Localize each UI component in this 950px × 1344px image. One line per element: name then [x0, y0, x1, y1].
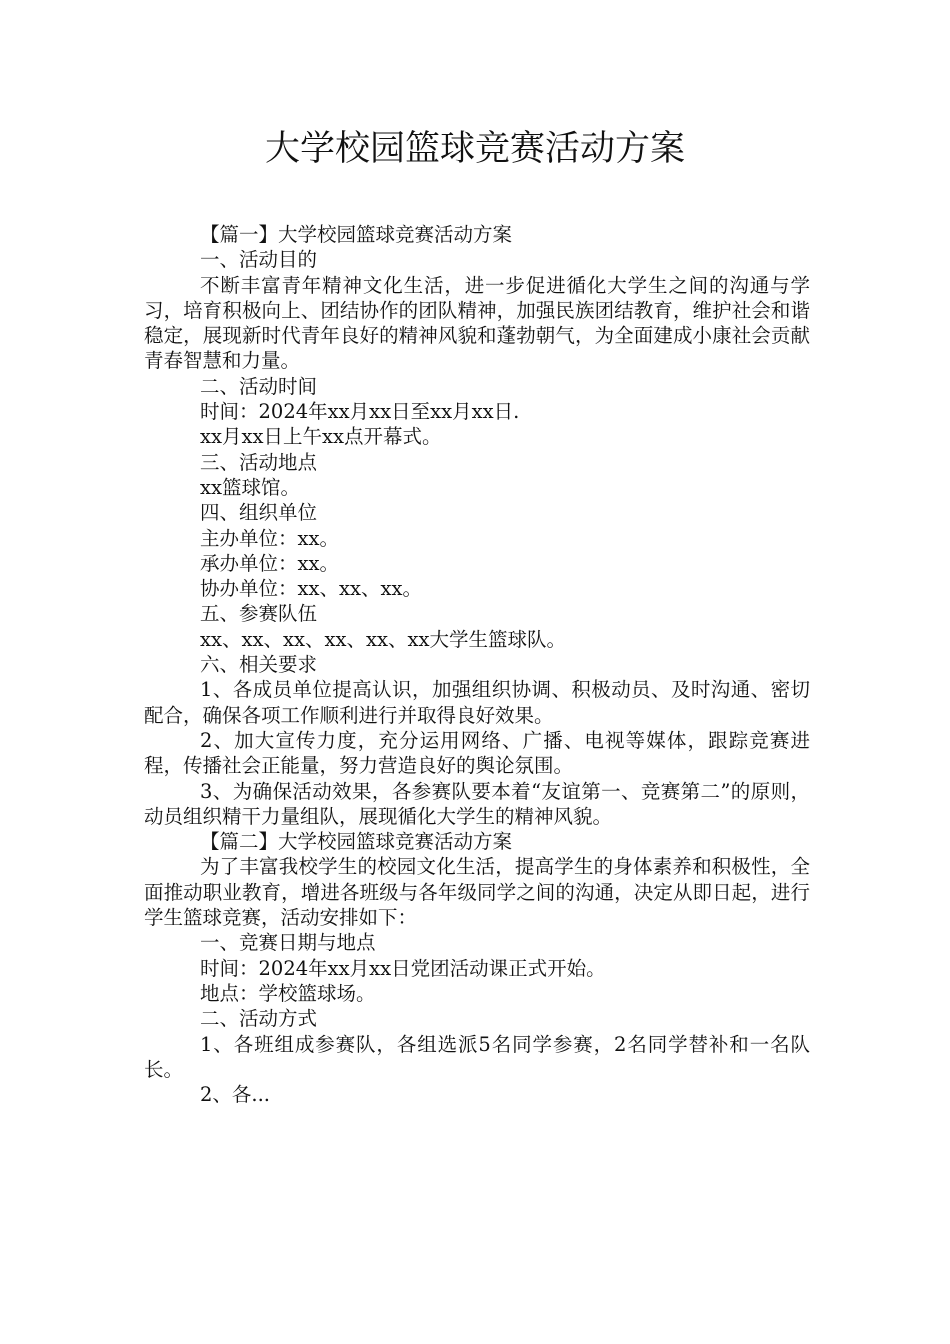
paragraph-location: xx篮球馆。 — [200, 475, 300, 499]
section-heading-part-two: 【篇二】大学校园篮球竞赛活动方案 — [200, 830, 513, 854]
paragraph-requirement-3: 3、为确保活动效果，各参赛队要本着“友谊第一、竞赛第二”的原则，动员组织精干力量组队，展现循化大学生的精神风貌。 — [144, 779, 810, 828]
section-heading-part-one: 【篇一】大学校园篮球竞赛活动方案 — [200, 223, 513, 246]
paragraph-teams: xx、xx、xx、xx、xx、xx大学生篮球队。 — [200, 627, 566, 651]
heading-activity-time: 二、活动时间 — [200, 374, 318, 398]
heading-teams: 五、参赛队伍 — [200, 602, 318, 626]
paragraph-place: 地点：学校篮球场。 — [200, 981, 376, 1005]
heading-date-and-place: 一、竞赛日期与地点 — [200, 931, 376, 955]
paragraph-host: 主办单位：xx。 — [200, 526, 339, 550]
paragraph-activity-purpose: 不断丰富青年精神文化生活，进一步促进循化大学生之间的沟通与学习，培育积极向上、团结协作的团队精神，加强民族团结教育，维护社会和谐稳定，展现新时代青年良好的精神风貌和蓬勃朝气，为全面建成小康社会贡献青春智慧和力量。 — [144, 273, 810, 373]
heading-requirements: 六、相关要求 — [200, 653, 318, 677]
heading-organizers: 四、组织单位 — [200, 501, 318, 525]
paragraph-co-organizer: 协办单位：xx、xx、xx。 — [200, 577, 422, 601]
paragraph-requirement-2: 2、加大宣传力度，充分运用网络、广播、电视等媒体，跟踪竞赛进程，传播社会正能量，努力营造良好的舆论氛围。 — [144, 728, 810, 778]
heading-activity-format: 二、活动方式 — [200, 1007, 318, 1031]
paragraph-organizer: 承办单位：xx。 — [200, 551, 339, 575]
heading-activity-purpose: 一、活动目的 — [200, 248, 318, 272]
paragraph-opening-ceremony: xx月xx日上午xx点开幕式。 — [200, 425, 442, 449]
paragraph-part-two-intro: 为了丰富我校学生的校园文化生活，提高学生的身体素养和积极性，全面推动职业教育，增进各班级与各年级同学之间的沟通，决定从即日起，进行学生篮球竞赛，活动安排如下： — [144, 855, 810, 930]
paragraph-time: 时间：2024年xx月xx日至xx月xx日. — [200, 400, 520, 424]
paragraph-format-1: 1、各班组成参赛队，各组选派5名同学参赛，2名同学替补和一名队长。 — [144, 1032, 810, 1081]
paragraph-requirement-1: 1、各成员单位提高认识，加强组织协调、积极动员、及时沟通、密切配合，确保各项工作顺利进行并取得良好效果。 — [144, 678, 810, 727]
heading-activity-location: 三、活动地点 — [200, 450, 318, 474]
document-body — [144, 222, 810, 1107]
paragraph-format-2-truncated: 2、各... — [200, 1083, 271, 1107]
document-title: 大学校园篮球竞赛活动方案 — [264, 129, 685, 169]
paragraph-date: 时间：2024年xx月xx日党团活动课正式开始。 — [200, 956, 606, 980]
